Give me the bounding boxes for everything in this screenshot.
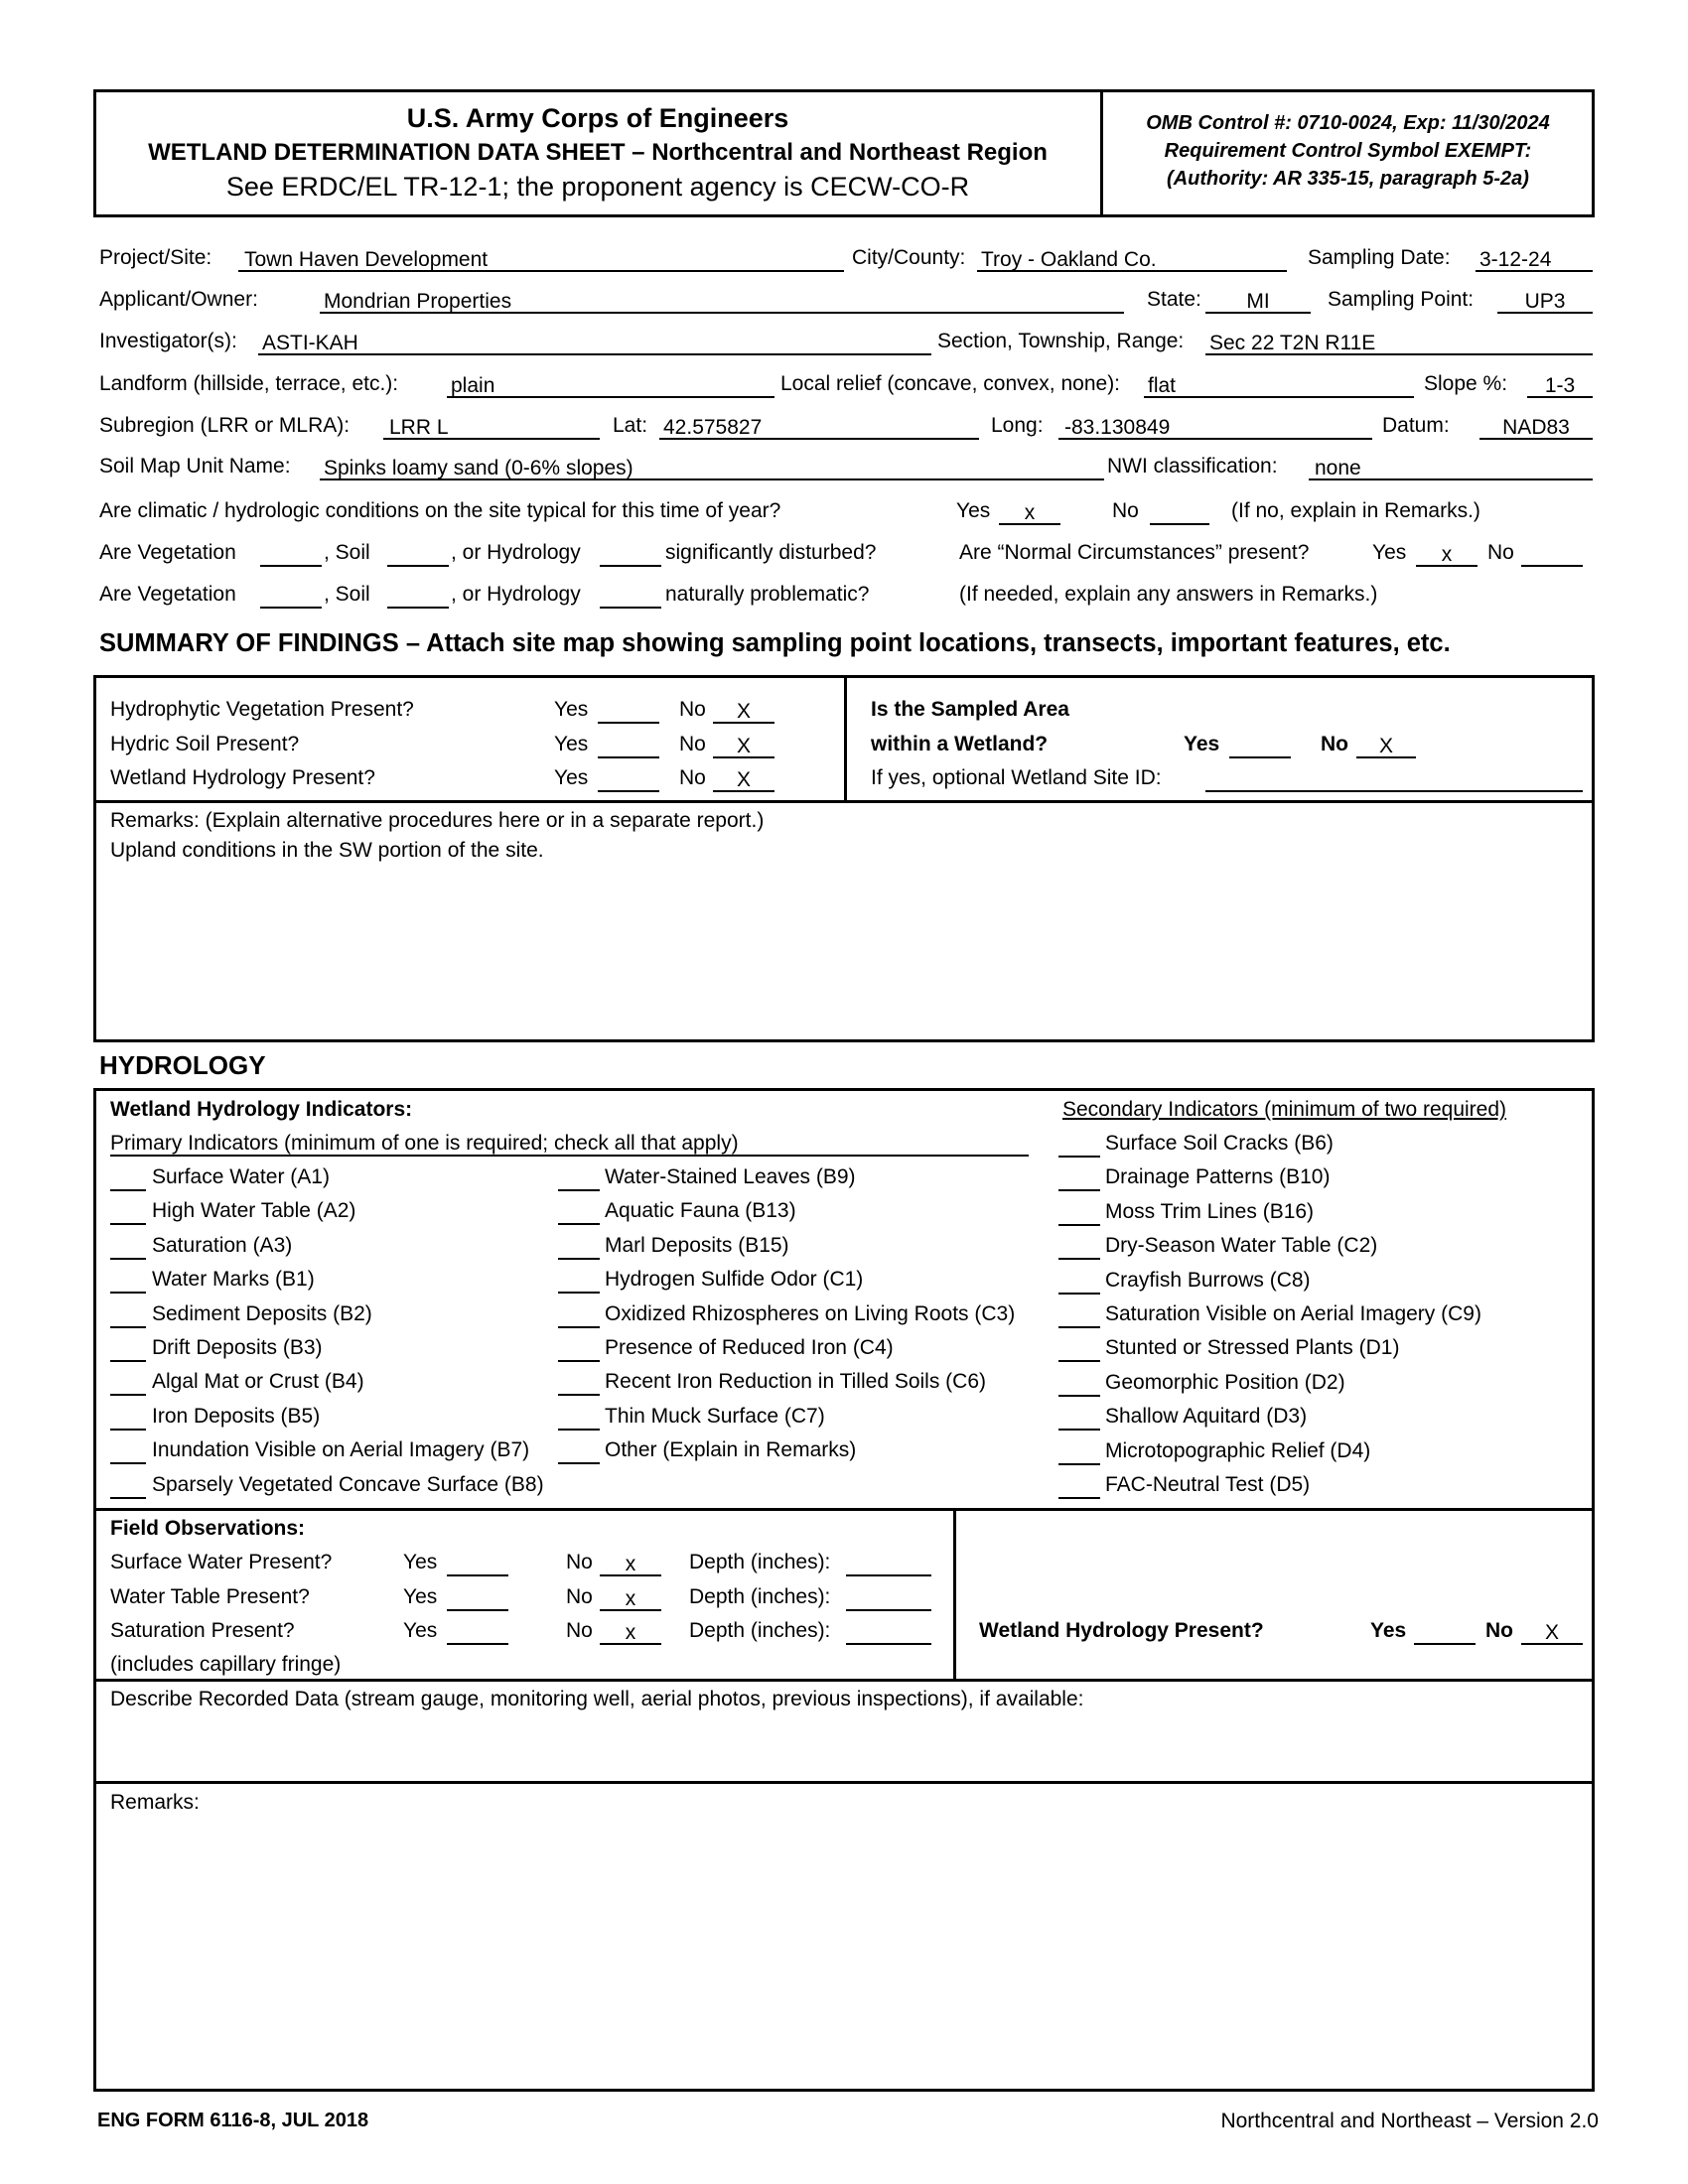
city-field[interactable]: Troy - Oakland Co. — [977, 247, 1287, 272]
secondary-indicator: FAC-Neutral Test (D5) — [1105, 1473, 1311, 1496]
slope-label: Slope %: — [1424, 372, 1508, 395]
hydro-indicators-bottom — [93, 1508, 1595, 1511]
sampled-yes-label: Yes — [1184, 733, 1220, 755]
indicator-checkbox[interactable] — [110, 1223, 146, 1225]
summary-no-label: No — [679, 733, 706, 755]
subregion-field[interactable]: LRR L — [383, 415, 600, 440]
state-label: State: — [1147, 288, 1201, 311]
observation-yes-label: Yes — [403, 1619, 438, 1642]
indicator-checkbox[interactable] — [558, 1258, 600, 1260]
long-field[interactable]: -83.130849 — [1058, 415, 1372, 440]
subregion-label: Subregion (LRR or MLRA): — [99, 414, 351, 437]
indicator-checkbox[interactable] — [558, 1326, 600, 1328]
summary-divider — [844, 675, 847, 802]
indicator-checkbox[interactable] — [110, 1462, 146, 1464]
primary-indicator: Oxidized Rhizospheres on Living Roots (C3) — [605, 1302, 1016, 1325]
primary-indicator: Water-Stained Leaves (B9) — [605, 1165, 856, 1188]
hydrology-heading: HYDROLOGY — [99, 1050, 266, 1080]
recorded-bottom — [93, 1781, 1595, 1784]
project-label: Project/Site: — [99, 246, 212, 269]
observation-yes-field[interactable] — [447, 1586, 508, 1611]
problematic-hydro-label: , or Hydrology — [451, 583, 581, 606]
primary-indicator: Algal Mat or Crust (B4) — [152, 1370, 364, 1393]
recorded-data-label: Describe Recorded Data (stream gauge, monitoring well, aerial photos, previous inspections), if available: — [110, 1688, 1084, 1710]
long-label: Long: — [991, 414, 1044, 437]
sampled-yes-field[interactable] — [1229, 734, 1291, 758]
disturbed-soil-label: , Soil — [324, 541, 370, 564]
normal-no-label: No — [1487, 541, 1514, 564]
needed-note: (If needed, explain any answers in Remarks.) — [959, 583, 1378, 606]
secondary-indicator: Shallow Aquitard (D3) — [1105, 1405, 1308, 1428]
field-obs-divider — [953, 1508, 956, 1681]
form-title: WETLAND DETERMINATION DATA SHEET – Northcentral and Northeast Region — [148, 139, 1048, 166]
disturbed-hydro-label: , or Hydrology — [451, 541, 581, 564]
point-label: Sampling Point: — [1328, 288, 1475, 311]
datum-label: Datum: — [1382, 414, 1450, 437]
sampled-area-line1: Is the Sampled Area — [871, 698, 1069, 721]
applicant-field[interactable]: Mondrian Properties — [320, 289, 1124, 314]
form-version: Northcentral and Northeast – Version 2.0 — [1220, 2110, 1599, 2132]
observation-question: Water Table Present? — [110, 1585, 310, 1608]
landform-label: Landform (hillside, terrace, etc.): — [99, 372, 399, 395]
lat-label: Lat: — [613, 414, 648, 437]
observation-question: Surface Water Present? — [110, 1551, 333, 1573]
secondary-indicator: Drainage Patterns (B10) — [1105, 1165, 1331, 1188]
primary-indicator: Saturation (A3) — [152, 1234, 293, 1257]
primary-indicator: Sediment Deposits (B2) — [152, 1302, 372, 1325]
secondary-label: Secondary Indicators (minimum of two required) — [1062, 1098, 1507, 1121]
problematic-veg-label: Are Vegetation — [99, 583, 236, 606]
indicator-checkbox[interactable] — [110, 1394, 146, 1396]
relief-label: Local relief (concave, convex, none): — [780, 372, 1121, 395]
indicator-checkbox[interactable] — [1058, 1497, 1100, 1499]
observation-no-label: No — [566, 1585, 593, 1608]
indicator-checkbox[interactable] — [1058, 1293, 1100, 1295]
project-field[interactable]: Town Haven Development — [238, 247, 844, 272]
summary-no-field[interactable]: X — [713, 734, 774, 758]
hydro-present-yes-field[interactable] — [1414, 1620, 1476, 1645]
lat-field[interactable]: 42.575827 — [659, 415, 979, 440]
capillary-note: (includes capillary fringe) — [110, 1653, 342, 1676]
hydro-present-no-field[interactable]: X — [1521, 1620, 1583, 1645]
secondary-indicator: Crayfish Burrows (C8) — [1105, 1269, 1311, 1292]
indicator-checkbox[interactable] — [558, 1394, 600, 1396]
summary-question: Wetland Hydrology Present? — [110, 766, 375, 789]
form-number: ENG FORM 6116-8, JUL 2018 — [97, 2110, 369, 2131]
indicator-checkbox[interactable] — [110, 1497, 146, 1499]
authority: (Authority: AR 335-15, paragraph 5-2a) — [1167, 168, 1529, 190]
datum-field[interactable]: NAD83 — [1479, 415, 1593, 440]
reference-line: See ERDC/EL TR-12-1; the proponent agency is CECW-CO-R — [225, 172, 970, 202]
relief-field[interactable]: flat — [1144, 373, 1414, 398]
normal-yes-label: Yes — [1372, 541, 1407, 564]
primary-underline — [110, 1155, 1029, 1157]
observation-yes-field[interactable] — [447, 1552, 508, 1576]
normal-yes-field[interactable]: x — [1416, 542, 1477, 567]
indicator-checkbox[interactable] — [558, 1189, 600, 1191]
primary-label: Primary Indicators (minimum of one is required; check all that apply) — [110, 1132, 739, 1155]
secondary-indicator: Moss Trim Lines (B16) — [1105, 1200, 1315, 1223]
observation-yes-field[interactable] — [447, 1620, 508, 1645]
observation-no-field[interactable]: x — [600, 1586, 661, 1611]
primary-indicator: Sparsely Vegetated Concave Surface (B8) — [152, 1473, 544, 1496]
sampled-no-label: No — [1321, 733, 1348, 755]
primary-indicator: Marl Deposits (B15) — [605, 1234, 789, 1257]
indicator-checkbox[interactable] — [1058, 1429, 1100, 1431]
summary-no-field[interactable]: X — [713, 699, 774, 724]
indicators-label: Wetland Hydrology Indicators: — [110, 1098, 413, 1121]
indicator-checkbox[interactable] — [1058, 1189, 1100, 1191]
indicator-checkbox[interactable] — [110, 1189, 146, 1191]
indicator-checkbox[interactable] — [1058, 1395, 1100, 1397]
depth-label: Depth (inches): — [689, 1551, 831, 1573]
secondary-indicator: Stunted or Stressed Plants (D1) — [1105, 1336, 1400, 1359]
summary-yes-field[interactable] — [598, 699, 659, 724]
secondary-indicator: Saturation Visible on Aerial Imagery (C9) — [1105, 1302, 1481, 1325]
indicator-checkbox[interactable] — [110, 1429, 146, 1431]
depth-field[interactable] — [846, 1586, 931, 1611]
summary-no-label: No — [679, 698, 706, 721]
indicator-checkbox[interactable] — [110, 1360, 146, 1362]
summary-yes-field[interactable] — [598, 734, 659, 758]
depth-field[interactable] — [846, 1552, 931, 1576]
summary-question: Hydrophytic Vegetation Present? — [110, 698, 414, 721]
disturbed-hydro-field[interactable] — [600, 542, 661, 567]
primary-indicator: Hydrogen Sulfide Odor (C1) — [605, 1268, 864, 1291]
investigator-label: Investigator(s): — [99, 330, 237, 352]
primary-indicator: Presence of Reduced Iron (C4) — [605, 1336, 894, 1359]
slope-field[interactable]: 1-3 — [1527, 373, 1593, 398]
indicator-checkbox[interactable] — [1058, 1156, 1100, 1158]
primary-indicator: High Water Table (A2) — [152, 1199, 356, 1222]
primary-indicator: Iron Deposits (B5) — [152, 1405, 321, 1428]
climatic-yes-field[interactable]: x — [999, 500, 1060, 525]
problematic-veg-field[interactable] — [260, 584, 322, 609]
observation-yes-label: Yes — [403, 1551, 438, 1573]
primary-indicator: Surface Water (A1) — [152, 1165, 330, 1188]
normal-no-field[interactable] — [1521, 542, 1583, 567]
indicator-checkbox[interactable] — [558, 1429, 600, 1431]
date-label: Sampling Date: — [1308, 246, 1451, 269]
indicator-checkbox[interactable] — [558, 1292, 600, 1294]
city-label: City/County: — [852, 246, 966, 269]
summary-yes-label: Yes — [554, 698, 589, 721]
summary-remarks-text[interactable]: Upland conditions in the SW portion of the site. — [110, 839, 544, 862]
problematic-soil-field[interactable] — [387, 584, 449, 609]
site-id-label: If yes, optional Wetland Site ID: — [871, 766, 1162, 789]
summary-yes-field[interactable] — [598, 767, 659, 792]
problematic-hydro-field[interactable] — [600, 584, 661, 609]
indicator-checkbox[interactable] — [1058, 1360, 1100, 1362]
indicator-checkbox[interactable] — [1058, 1463, 1100, 1465]
disturbed-soil-field[interactable] — [387, 542, 449, 567]
landform-field[interactable]: plain — [447, 373, 774, 398]
secondary-indicator: Geomorphic Position (D2) — [1105, 1371, 1345, 1394]
summary-yes-label: Yes — [554, 766, 589, 789]
investigator-field[interactable]: ASTI-KAH — [258, 331, 931, 355]
indicator-checkbox[interactable] — [1058, 1326, 1100, 1328]
hydro-remarks-label: Remarks: — [110, 1791, 200, 1814]
primary-indicator: Aquatic Fauna (B13) — [605, 1199, 796, 1222]
primary-indicator: Drift Deposits (B3) — [152, 1336, 323, 1359]
site-id-field[interactable] — [1205, 767, 1583, 792]
observation-question: Saturation Present? — [110, 1619, 295, 1642]
observation-no-label: No — [566, 1619, 593, 1642]
nwi-label: NWI classification: — [1107, 455, 1278, 478]
primary-indicator: Other (Explain in Remarks) — [605, 1438, 857, 1461]
depth-label: Depth (inches): — [689, 1619, 831, 1642]
climatic-no-label: No — [1112, 499, 1139, 522]
climatic-question: Are climatic / hydrologic conditions on the site typical for this time of year? — [99, 499, 781, 522]
summary-question: Hydric Soil Present? — [110, 733, 300, 755]
indicator-checkbox[interactable] — [110, 1292, 146, 1294]
problematic-text: naturally problematic? — [665, 583, 870, 606]
primary-indicator: Recent Iron Reduction in Tilled Soils (C6) — [605, 1370, 987, 1393]
indicator-checkbox[interactable] — [558, 1462, 600, 1464]
climatic-no-field[interactable] — [1150, 500, 1209, 525]
hydro-present-yes-label: Yes — [1370, 1619, 1407, 1642]
observation-no-field[interactable]: x — [600, 1620, 661, 1645]
sampled-no-field[interactable]: X — [1356, 734, 1416, 758]
indicator-checkbox[interactable] — [110, 1326, 146, 1328]
disturbed-veg-field[interactable] — [260, 542, 322, 567]
indicator-checkbox[interactable] — [558, 1223, 600, 1225]
indicator-checkbox[interactable] — [110, 1258, 146, 1260]
primary-indicator: Water Marks (B1) — [152, 1268, 315, 1291]
problematic-soil-label: , Soil — [324, 583, 370, 606]
climatic-note: (If no, explain in Remarks.) — [1231, 499, 1480, 522]
primary-indicator: Inundation Visible on Aerial Imagery (B7) — [152, 1438, 530, 1461]
applicant-label: Applicant/Owner: — [99, 288, 258, 311]
summary-yes-label: Yes — [554, 733, 589, 755]
field-obs-label: Field Observations: — [110, 1517, 306, 1540]
observation-no-field[interactable]: x — [600, 1552, 661, 1576]
hydro-present-no-label: No — [1485, 1619, 1513, 1642]
nwi-field[interactable]: none — [1309, 456, 1593, 480]
point-field[interactable]: UP3 — [1497, 289, 1593, 314]
soil-label: Soil Map Unit Name: — [99, 455, 291, 478]
sampled-area-line2: within a Wetland? — [871, 733, 1049, 755]
disturbed-veg-label: Are Vegetation — [99, 541, 236, 564]
field-obs-bottom — [93, 1679, 1595, 1682]
str-label: Section, Township, Range: — [937, 330, 1185, 352]
primary-indicator: Thin Muck Surface (C7) — [605, 1405, 825, 1428]
observation-no-label: No — [566, 1551, 593, 1573]
climatic-yes-label: Yes — [956, 499, 991, 522]
soil-field[interactable]: Spinks loamy sand (0-6% slopes) — [320, 456, 1104, 480]
summary-remarks-line — [93, 800, 1595, 803]
summary-no-label: No — [679, 766, 706, 789]
depth-label: Depth (inches): — [689, 1585, 831, 1608]
summary-remarks-label: Remarks: (Explain alternative procedures here or in a separate report.) — [110, 809, 765, 832]
secondary-indicator: Microtopographic Relief (D4) — [1105, 1439, 1371, 1462]
str-field[interactable]: Sec 22 T2N R11E — [1205, 331, 1593, 355]
indicator-checkbox[interactable] — [1058, 1258, 1100, 1260]
observation-yes-label: Yes — [403, 1585, 438, 1608]
agency-title: U.S. Army Corps of Engineers — [406, 103, 789, 133]
disturbed-text: significantly disturbed? — [665, 541, 877, 564]
depth-field[interactable] — [846, 1620, 931, 1645]
normal-question: Are “Normal Circumstances” present? — [959, 541, 1310, 564]
requirement-symbol: Requirement Control Symbol EXEMPT: — [1164, 140, 1532, 162]
indicator-checkbox[interactable] — [1058, 1224, 1100, 1226]
hydro-present-label: Wetland Hydrology Present? — [979, 1619, 1264, 1642]
state-field[interactable]: MI — [1205, 289, 1311, 314]
secondary-indicator: Surface Soil Cracks (B6) — [1105, 1132, 1334, 1155]
secondary-indicator: Dry-Season Water Table (C2) — [1105, 1234, 1378, 1257]
date-field[interactable]: 3-12-24 — [1476, 247, 1593, 272]
summary-no-field[interactable]: X — [713, 767, 774, 792]
summary-heading: SUMMARY OF FINDINGS – Attach site map showing sampling point locations, transects, important features, etc. — [99, 629, 1451, 657]
omb-control: OMB Control #: 0710-0024, Exp: 11/30/2024 — [1146, 112, 1550, 134]
indicator-checkbox[interactable] — [558, 1360, 600, 1362]
